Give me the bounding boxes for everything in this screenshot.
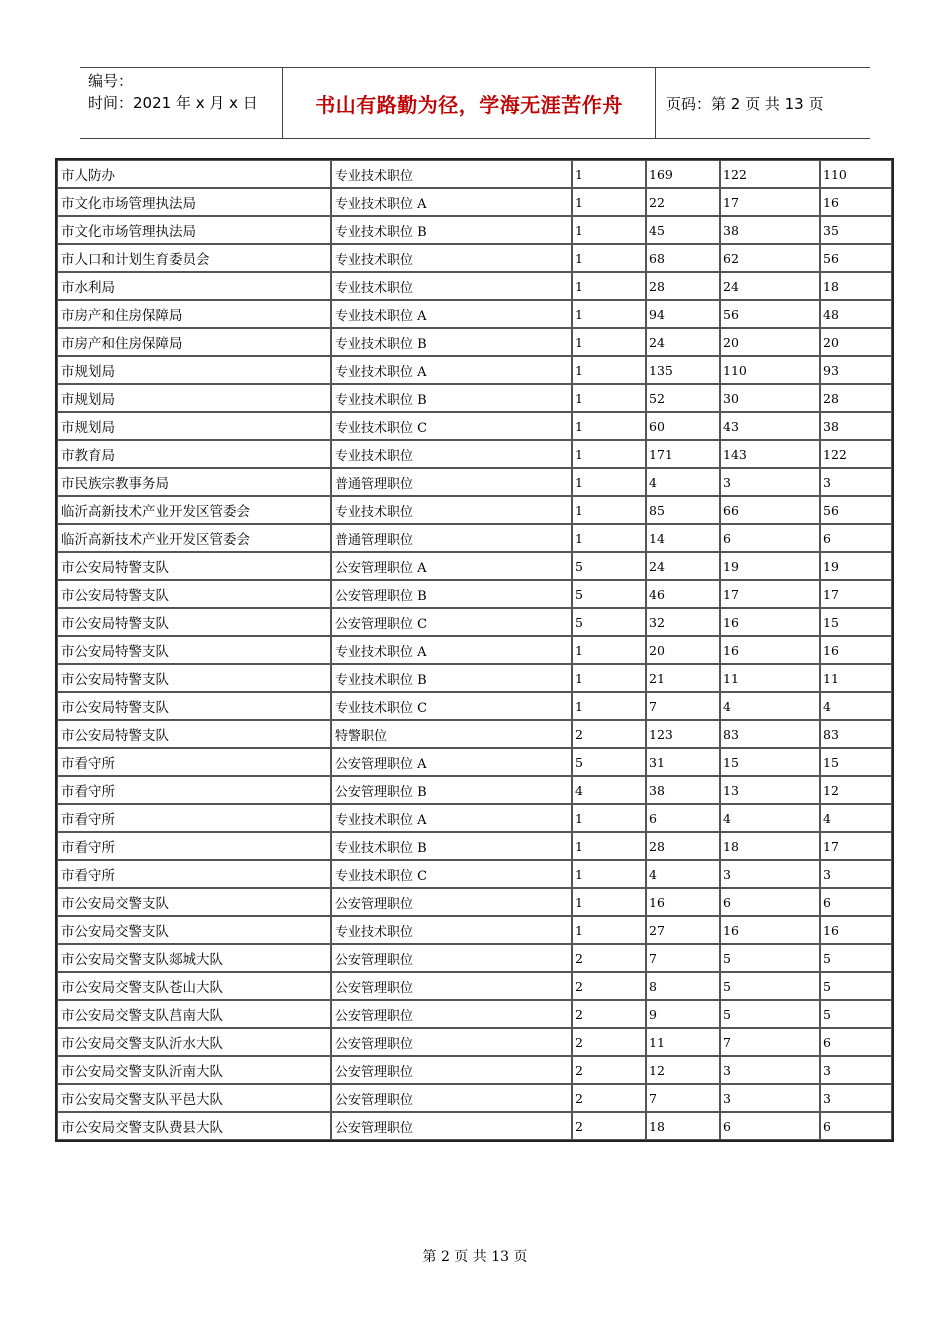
unit-name-cell: 市公安局交警支队平邑大队 xyxy=(57,1084,331,1112)
applicants-cell: 6 xyxy=(646,804,720,832)
qualified-cell: 43 xyxy=(720,412,820,440)
hiring-count-cell: 1 xyxy=(572,804,646,832)
paid-cell: 15 xyxy=(820,748,892,776)
table-row xyxy=(57,300,892,328)
unit-name-cell: 市房产和住房保障局 xyxy=(57,300,331,328)
qualified-cell: 7 xyxy=(720,1028,820,1056)
hiring-count-cell: 2 xyxy=(572,1084,646,1112)
paid-cell: 17 xyxy=(820,832,892,860)
unit-name-cell: 市公安局交警支队费县大队 xyxy=(57,1112,331,1140)
qualified-cell: 122 xyxy=(720,160,820,188)
applicants-cell: 60 xyxy=(646,412,720,440)
qualified-cell: 3 xyxy=(720,468,820,496)
paid-cell: 16 xyxy=(820,916,892,944)
qualified-cell: 30 xyxy=(720,384,820,412)
paid-cell: 122 xyxy=(820,440,892,468)
positions-table-wrapper xyxy=(55,158,894,1142)
document-date: 时间：2021 年 x 月 x 日 xyxy=(88,94,258,112)
applicants-cell: 94 xyxy=(646,300,720,328)
qualified-cell: 11 xyxy=(720,664,820,692)
applicants-cell: 7 xyxy=(646,692,720,720)
position-type-cell: 公安管理职位 A xyxy=(331,552,572,580)
hiring-count-cell: 2 xyxy=(572,1028,646,1056)
table-row xyxy=(57,1056,892,1084)
position-type-cell: 专业技术职位 A xyxy=(331,636,572,664)
qualified-cell: 83 xyxy=(720,720,820,748)
position-type-cell: 公安管理职位 B xyxy=(331,580,572,608)
document-number-label: 编号： xyxy=(88,72,134,90)
position-type-cell: 公安管理职位 xyxy=(331,944,572,972)
paid-cell: 16 xyxy=(820,636,892,664)
position-type-cell: 公安管理职位 xyxy=(331,1028,572,1056)
unit-name-cell: 市看守所 xyxy=(57,804,331,832)
position-type-cell: 专业技术职位 A xyxy=(331,188,572,216)
unit-name-cell: 市公安局特警支队 xyxy=(57,608,331,636)
hiring-count-cell: 5 xyxy=(572,748,646,776)
position-type-cell: 专业技术职位 B xyxy=(331,832,572,860)
hiring-count-cell: 2 xyxy=(572,1000,646,1028)
qualified-cell: 56 xyxy=(720,300,820,328)
hiring-count-cell: 4 xyxy=(572,776,646,804)
table-row xyxy=(57,244,892,272)
paid-cell: 56 xyxy=(820,244,892,272)
table-row xyxy=(57,580,892,608)
qualified-cell: 16 xyxy=(720,608,820,636)
unit-name-cell: 市看守所 xyxy=(57,776,331,804)
unit-name-cell: 市公安局特警支队 xyxy=(57,692,331,720)
qualified-cell: 16 xyxy=(720,636,820,664)
position-type-cell: 专业技术职位 xyxy=(331,244,572,272)
paid-cell: 12 xyxy=(820,776,892,804)
unit-name-cell: 市公安局交警支队沂南大队 xyxy=(57,1056,331,1084)
paid-cell: 5 xyxy=(820,972,892,1000)
position-type-cell: 公安管理职位 xyxy=(331,1056,572,1084)
unit-name-cell: 市文化市场管理执法局 xyxy=(57,188,331,216)
hiring-count-cell: 1 xyxy=(572,188,646,216)
hiring-count-cell: 1 xyxy=(572,272,646,300)
applicants-cell: 8 xyxy=(646,972,720,1000)
page-header xyxy=(80,67,870,139)
table-row xyxy=(57,916,892,944)
applicants-cell: 11 xyxy=(646,1028,720,1056)
paid-cell: 6 xyxy=(820,1028,892,1056)
unit-name-cell: 市公安局特警支队 xyxy=(57,636,331,664)
unit-name-cell: 市规划局 xyxy=(57,412,331,440)
position-type-cell: 专业技术职位 xyxy=(331,160,572,188)
table-row xyxy=(57,692,892,720)
table-row xyxy=(57,636,892,664)
hiring-count-cell: 1 xyxy=(572,496,646,524)
paid-cell: 17 xyxy=(820,580,892,608)
applicants-cell: 38 xyxy=(646,776,720,804)
position-type-cell: 公安管理职位 xyxy=(331,888,572,916)
position-type-cell: 公安管理职位 C xyxy=(331,608,572,636)
applicants-cell: 16 xyxy=(646,888,720,916)
paid-cell: 3 xyxy=(820,468,892,496)
table-row xyxy=(57,1112,892,1140)
paid-cell: 15 xyxy=(820,608,892,636)
table-row xyxy=(57,944,892,972)
applicants-cell: 7 xyxy=(646,944,720,972)
position-type-cell: 专业技术职位 C xyxy=(331,860,572,888)
position-type-cell: 专业技术职位 B xyxy=(331,328,572,356)
hiring-count-cell: 1 xyxy=(572,664,646,692)
applicants-cell: 68 xyxy=(646,244,720,272)
unit-name-cell: 市规划局 xyxy=(57,356,331,384)
applicants-cell: 169 xyxy=(646,160,720,188)
table-row xyxy=(57,160,892,188)
paid-cell: 110 xyxy=(820,160,892,188)
table-row xyxy=(57,860,892,888)
table-row xyxy=(57,720,892,748)
paid-cell: 35 xyxy=(820,216,892,244)
table-row xyxy=(57,552,892,580)
position-type-cell: 专业技术职位 C xyxy=(331,692,572,720)
qualified-cell: 19 xyxy=(720,552,820,580)
position-type-cell: 专业技术职位 xyxy=(331,496,572,524)
unit-name-cell: 临沂高新技术产业开发区管委会 xyxy=(57,496,331,524)
paid-cell: 6 xyxy=(820,524,892,552)
applicants-cell: 135 xyxy=(646,356,720,384)
qualified-cell: 15 xyxy=(720,748,820,776)
header-motto: 书山有路勤为径，学海无涯苦作舟 xyxy=(283,68,656,138)
qualified-cell: 3 xyxy=(720,1084,820,1112)
applicants-cell: 20 xyxy=(646,636,720,664)
qualified-cell: 5 xyxy=(720,972,820,1000)
applicants-cell: 7 xyxy=(646,1084,720,1112)
qualified-cell: 3 xyxy=(720,860,820,888)
hiring-count-cell: 1 xyxy=(572,160,646,188)
hiring-count-cell: 5 xyxy=(572,552,646,580)
qualified-cell: 18 xyxy=(720,832,820,860)
table-row xyxy=(57,356,892,384)
applicants-cell: 28 xyxy=(646,832,720,860)
unit-name-cell: 市公安局特警支队 xyxy=(57,664,331,692)
paid-cell: 38 xyxy=(820,412,892,440)
qualified-cell: 20 xyxy=(720,328,820,356)
unit-name-cell: 市看守所 xyxy=(57,748,331,776)
applicants-cell: 9 xyxy=(646,1000,720,1028)
applicants-cell: 22 xyxy=(646,188,720,216)
hiring-count-cell: 1 xyxy=(572,440,646,468)
position-type-cell: 专业技术职位 A xyxy=(331,300,572,328)
paid-cell: 6 xyxy=(820,888,892,916)
qualified-cell: 38 xyxy=(720,216,820,244)
paid-cell: 48 xyxy=(820,300,892,328)
hiring-count-cell: 2 xyxy=(572,1056,646,1084)
qualified-cell: 16 xyxy=(720,916,820,944)
applicants-cell: 21 xyxy=(646,664,720,692)
hiring-count-cell: 1 xyxy=(572,692,646,720)
unit-name-cell: 市看守所 xyxy=(57,832,331,860)
unit-name-cell: 市公安局交警支队莒南大队 xyxy=(57,1000,331,1028)
position-type-cell: 普通管理职位 xyxy=(331,524,572,552)
unit-name-cell: 市公安局交警支队郯城大队 xyxy=(57,944,331,972)
position-type-cell: 公安管理职位 xyxy=(331,1000,572,1028)
header-meta xyxy=(80,68,283,138)
position-type-cell: 特警职位 xyxy=(331,720,572,748)
position-type-cell: 公安管理职位 A xyxy=(331,748,572,776)
qualified-cell: 6 xyxy=(720,524,820,552)
paid-cell: 11 xyxy=(820,664,892,692)
qualified-cell: 4 xyxy=(720,804,820,832)
qualified-cell: 5 xyxy=(720,1000,820,1028)
applicants-cell: 24 xyxy=(646,328,720,356)
applicants-cell: 123 xyxy=(646,720,720,748)
table-row xyxy=(57,1084,892,1112)
table-row xyxy=(57,412,892,440)
hiring-count-cell: 1 xyxy=(572,860,646,888)
applicants-cell: 4 xyxy=(646,860,720,888)
paid-cell: 5 xyxy=(820,944,892,972)
unit-name-cell: 市文化市场管理执法局 xyxy=(57,216,331,244)
table-body xyxy=(57,160,892,1140)
paid-cell: 3 xyxy=(820,860,892,888)
table-row xyxy=(57,188,892,216)
paid-cell: 93 xyxy=(820,356,892,384)
hiring-count-cell: 1 xyxy=(572,832,646,860)
paid-cell: 20 xyxy=(820,328,892,356)
position-type-cell: 专业技术职位 xyxy=(331,916,572,944)
table-row xyxy=(57,972,892,1000)
unit-name-cell: 市公安局交警支队苍山大队 xyxy=(57,972,331,1000)
page-footer: 第 2 页 共 13 页 xyxy=(422,1249,528,1265)
hiring-count-cell: 1 xyxy=(572,384,646,412)
unit-name-cell: 市房产和住房保障局 xyxy=(57,328,331,356)
paid-cell: 16 xyxy=(820,188,892,216)
applicants-cell: 14 xyxy=(646,524,720,552)
table-row xyxy=(57,1028,892,1056)
qualified-cell: 3 xyxy=(720,1056,820,1084)
paid-cell: 5 xyxy=(820,1000,892,1028)
unit-name-cell: 市公安局特警支队 xyxy=(57,552,331,580)
table-row xyxy=(57,888,892,916)
unit-name-cell: 市规划局 xyxy=(57,384,331,412)
table-row xyxy=(57,384,892,412)
qualified-cell: 6 xyxy=(720,888,820,916)
applicants-cell: 52 xyxy=(646,384,720,412)
position-type-cell: 公安管理职位 xyxy=(331,1084,572,1112)
hiring-count-cell: 1 xyxy=(572,636,646,664)
hiring-count-cell: 1 xyxy=(572,356,646,384)
hiring-count-cell: 1 xyxy=(572,300,646,328)
qualified-cell: 17 xyxy=(720,580,820,608)
table-row xyxy=(57,468,892,496)
paid-cell: 19 xyxy=(820,552,892,580)
hiring-count-cell: 1 xyxy=(572,888,646,916)
qualified-cell: 5 xyxy=(720,944,820,972)
position-type-cell: 专业技术职位 A xyxy=(331,356,572,384)
hiring-count-cell: 1 xyxy=(572,412,646,440)
applicants-cell: 18 xyxy=(646,1112,720,1140)
applicants-cell: 31 xyxy=(646,748,720,776)
table-row xyxy=(57,776,892,804)
qualified-cell: 4 xyxy=(720,692,820,720)
applicants-cell: 46 xyxy=(646,580,720,608)
hiring-count-cell: 1 xyxy=(572,244,646,272)
hiring-count-cell: 1 xyxy=(572,328,646,356)
position-type-cell: 专业技术职位 C xyxy=(331,412,572,440)
unit-name-cell: 市看守所 xyxy=(57,860,331,888)
hiring-count-cell: 1 xyxy=(572,524,646,552)
hiring-count-cell: 5 xyxy=(572,580,646,608)
qualified-cell: 24 xyxy=(720,272,820,300)
paid-cell: 6 xyxy=(820,1112,892,1140)
header-page-info: 页码：第 2 页 共 13 页 xyxy=(666,94,824,113)
position-type-cell: 专业技术职位 xyxy=(331,272,572,300)
applicants-cell: 45 xyxy=(646,216,720,244)
hiring-count-cell: 1 xyxy=(572,216,646,244)
paid-cell: 4 xyxy=(820,692,892,720)
position-type-cell: 公安管理职位 xyxy=(331,972,572,1000)
qualified-cell: 110 xyxy=(720,356,820,384)
position-type-cell: 专业技术职位 A xyxy=(331,804,572,832)
hiring-count-cell: 5 xyxy=(572,608,646,636)
qualified-cell: 17 xyxy=(720,188,820,216)
hiring-count-cell: 2 xyxy=(572,944,646,972)
table-row xyxy=(57,216,892,244)
unit-name-cell: 市公安局交警支队沂水大队 xyxy=(57,1028,331,1056)
table-row xyxy=(57,496,892,524)
applicants-cell: 32 xyxy=(646,608,720,636)
paid-cell: 56 xyxy=(820,496,892,524)
position-type-cell: 公安管理职位 xyxy=(331,1112,572,1140)
applicants-cell: 12 xyxy=(646,1056,720,1084)
position-type-cell: 专业技术职位 B xyxy=(331,664,572,692)
paid-cell: 18 xyxy=(820,272,892,300)
applicants-cell: 171 xyxy=(646,440,720,468)
unit-name-cell: 临沂高新技术产业开发区管委会 xyxy=(57,524,331,552)
unit-name-cell: 市公安局交警支队 xyxy=(57,888,331,916)
paid-cell: 83 xyxy=(820,720,892,748)
positions-table xyxy=(55,158,894,1142)
hiring-count-cell: 2 xyxy=(572,720,646,748)
position-type-cell: 专业技术职位 xyxy=(331,440,572,468)
applicants-cell: 4 xyxy=(646,468,720,496)
paid-cell: 3 xyxy=(820,1084,892,1112)
unit-name-cell: 市人口和计划生育委员会 xyxy=(57,244,331,272)
unit-name-cell: 市水利局 xyxy=(57,272,331,300)
table-row xyxy=(57,1000,892,1028)
paid-cell: 3 xyxy=(820,1056,892,1084)
applicants-cell: 85 xyxy=(646,496,720,524)
qualified-cell: 62 xyxy=(720,244,820,272)
paid-cell: 4 xyxy=(820,804,892,832)
position-type-cell: 普通管理职位 xyxy=(331,468,572,496)
table-row xyxy=(57,272,892,300)
hiring-count-cell: 2 xyxy=(572,1112,646,1140)
table-row xyxy=(57,328,892,356)
table-row xyxy=(57,748,892,776)
applicants-cell: 27 xyxy=(646,916,720,944)
qualified-cell: 66 xyxy=(720,496,820,524)
table-row xyxy=(57,832,892,860)
unit-name-cell: 市教育局 xyxy=(57,440,331,468)
position-type-cell: 专业技术职位 B xyxy=(331,384,572,412)
position-type-cell: 专业技术职位 B xyxy=(331,216,572,244)
qualified-cell: 13 xyxy=(720,776,820,804)
position-type-cell: 公安管理职位 B xyxy=(331,776,572,804)
unit-name-cell: 市民族宗教事务局 xyxy=(57,468,331,496)
hiring-count-cell: 1 xyxy=(572,468,646,496)
unit-name-cell: 市公安局特警支队 xyxy=(57,580,331,608)
table-row xyxy=(57,608,892,636)
table-row xyxy=(57,440,892,468)
hiring-count-cell: 2 xyxy=(572,972,646,1000)
unit-name-cell: 市人防办 xyxy=(57,160,331,188)
table-row xyxy=(57,524,892,552)
unit-name-cell: 市公安局特警支队 xyxy=(57,720,331,748)
paid-cell: 28 xyxy=(820,384,892,412)
applicants-cell: 24 xyxy=(646,552,720,580)
unit-name-cell: 市公安局交警支队 xyxy=(57,916,331,944)
qualified-cell: 6 xyxy=(720,1112,820,1140)
hiring-count-cell: 1 xyxy=(572,916,646,944)
applicants-cell: 28 xyxy=(646,272,720,300)
qualified-cell: 143 xyxy=(720,440,820,468)
table-row xyxy=(57,804,892,832)
table-row xyxy=(57,664,892,692)
